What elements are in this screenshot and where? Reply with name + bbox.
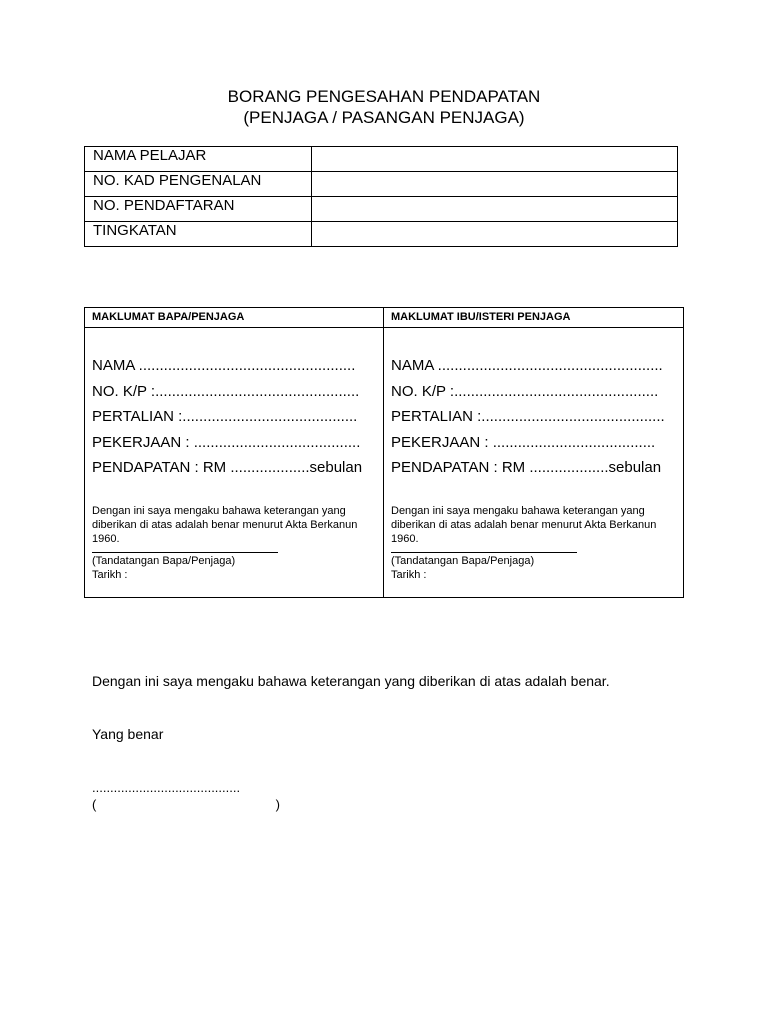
form-title: BORANG PENGESAHAN PENDAPATAN bbox=[227, 87, 541, 106]
ic-number-field[interactable] bbox=[312, 172, 678, 197]
mother-relationship-field[interactable]: PERTALIAN :............................................ bbox=[391, 408, 665, 425]
mother-name-field[interactable]: NAMA ...................................................... bbox=[391, 357, 663, 374]
mother-declaration-block bbox=[391, 504, 681, 582]
form-level-label: TINGKATAN bbox=[85, 222, 312, 247]
father-occupation-field[interactable]: PEKERJAAN : ........................................ bbox=[92, 433, 361, 451]
final-declaration: Dengan ini saya mengaku bahawa keterangan yang diberikan di atas adalah benar. bbox=[92, 673, 610, 689]
mother-date-label: Tarikh : bbox=[391, 569, 427, 581]
mother-wife-heading: MAKLUMAT IBU/ISTERI PENJAGA bbox=[384, 308, 683, 328]
father-guardian-fields bbox=[92, 353, 362, 481]
paren-close: ) bbox=[275, 797, 280, 812]
father-signature-line[interactable] bbox=[92, 546, 278, 553]
student-name-label: NAMA PELAJAR bbox=[85, 147, 312, 172]
registration-number-field[interactable] bbox=[312, 197, 678, 222]
form-level-field[interactable] bbox=[312, 222, 678, 247]
father-relationship-field[interactable]: PERTALIAN :.......................................... bbox=[92, 408, 358, 425]
mother-signature-label: (Tandatangan Bapa/Penjaga) bbox=[391, 555, 535, 567]
mother-declaration-text: Dengan ini saya mengaku bahawa keterangan yang diberikan di atas adalah benar menurut Akta Berkanun 1960. bbox=[391, 505, 657, 545]
mother-wife-fields bbox=[391, 353, 665, 481]
mother-wife-column bbox=[384, 308, 683, 597]
father-declaration-text: Dengan ini saya mengaku bahawa keterangan yang diberikan di atas adalah benar menurut Akta Berkanun 1960. bbox=[92, 505, 358, 545]
table-row bbox=[85, 222, 678, 247]
guardian-info-box bbox=[84, 307, 684, 598]
registration-number-label: NO. PENDAFTARAN bbox=[85, 197, 312, 222]
father-guardian-heading: MAKLUMAT BAPA/PENJAGA bbox=[85, 308, 383, 328]
student-name-field[interactable] bbox=[312, 147, 678, 172]
father-ic-field[interactable]: NO. K/P :................................................. bbox=[92, 382, 360, 400]
ic-number-label: NO. KAD PENGENALAN bbox=[85, 172, 312, 197]
mother-signature-line[interactable] bbox=[391, 546, 577, 553]
father-guardian-column bbox=[85, 308, 384, 597]
paren-open: ( bbox=[92, 797, 97, 812]
father-name-field[interactable]: NAMA .................................................... bbox=[92, 357, 356, 374]
mother-ic-field[interactable]: NO. K/P :................................................. bbox=[391, 382, 659, 400]
father-signature-label: (Tandatangan Bapa/Penjaga) bbox=[92, 555, 236, 567]
father-date-label: Tarikh : bbox=[92, 569, 128, 581]
table-row bbox=[85, 172, 678, 197]
table-row bbox=[85, 147, 678, 172]
student-info-table bbox=[84, 146, 678, 247]
closing-text: Yang benar bbox=[92, 726, 164, 742]
mother-occupation-field[interactable]: PEKERJAAN : ....................................... bbox=[391, 433, 656, 451]
table-row bbox=[85, 197, 678, 222]
father-declaration-block bbox=[92, 504, 382, 582]
mother-income-field[interactable]: PENDAPATAN : RM ...................sebulan bbox=[391, 459, 662, 476]
father-income-field[interactable]: PENDAPATAN : RM ...................sebulan bbox=[92, 459, 363, 476]
form-subtitle: (PENJAGA / PASANGAN PENJAGA) bbox=[243, 108, 525, 127]
final-signature-line[interactable]: ......................................... bbox=[92, 780, 241, 795]
